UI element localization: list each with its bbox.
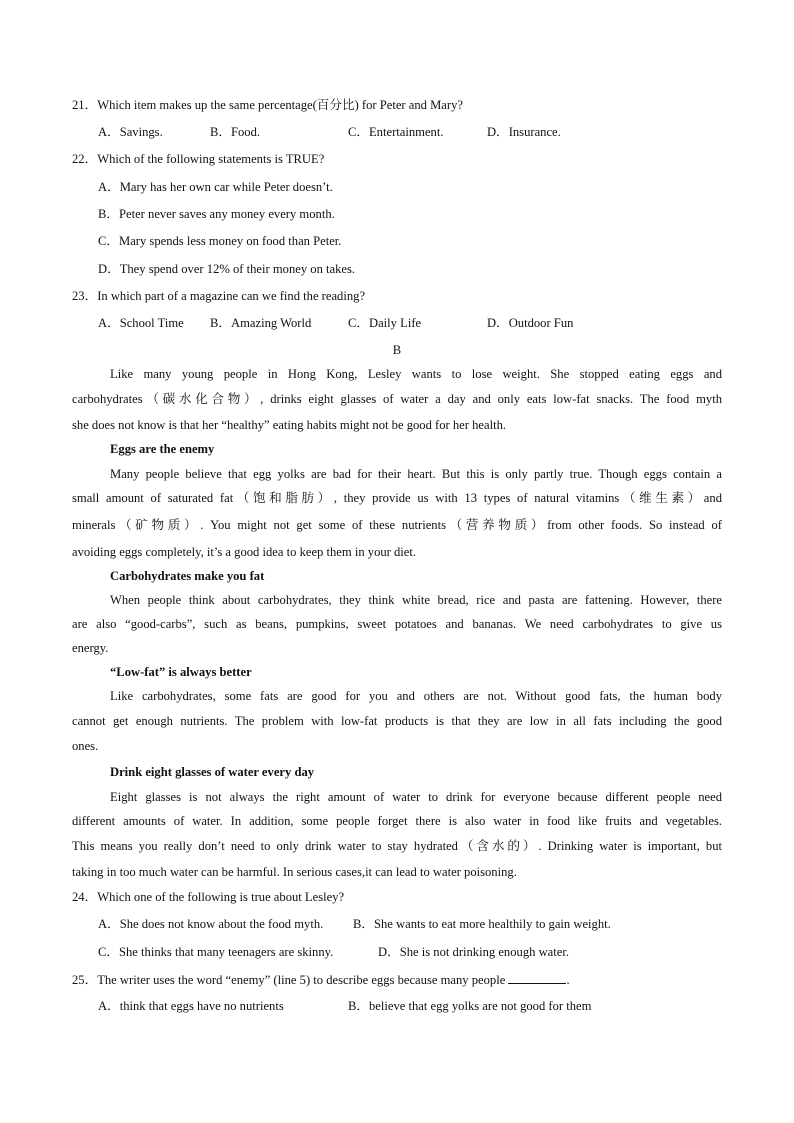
- question-23-option-b: B．Amazing World: [210, 316, 312, 330]
- question-25-options: [98, 998, 698, 1014]
- passage-p4-line-1: Eight glasses is not always the right amount of water to drink for everyone because different people need: [110, 790, 722, 804]
- question-21-stem: 21．Which item makes up the same percentage(百分比) for Peter and Mary?: [72, 98, 463, 112]
- question-24-options-row-2: [98, 944, 698, 960]
- question-21-option-a: A．Savings.: [98, 125, 163, 139]
- question-22-option-a: A．Mary has her own car while Peter doesn’t.: [98, 180, 333, 194]
- question-25-stem: [72, 971, 570, 988]
- question-21-options: [98, 124, 698, 140]
- question-25-stem-end: .: [566, 973, 570, 987]
- question-21-option-b: B．Food.: [210, 125, 261, 139]
- question-25-option-b: B．believe that egg yolks are not good for them: [348, 999, 592, 1013]
- passage-intro-line-3: she does not know is that her “healthy” eating habits might not be good for her health.: [72, 418, 507, 432]
- passage-p1-line-1: Many people believe that egg yolks are bad for their heart. But this is only partly true. Though eggs contain a: [110, 467, 722, 481]
- passage-p4-line-4: taking in too much water can be harmful. In serious cases,it can lead to water poisoning.: [72, 865, 517, 879]
- passage-heading-eggs: Eggs are the enemy: [110, 442, 215, 456]
- question-24-stem: 24．Which one of the following is true about Lesley?: [72, 890, 345, 904]
- passage-intro-line-2: carbohydrates（碳水化合物）, drinks eight glasses of water a day and only eats low-fat snacks. The food myth: [72, 392, 722, 406]
- passage-p4-line-3: This means you really don’t need to only drink water to stay hydrated（含水的）. Drinking water is important, but: [72, 839, 722, 853]
- question-21-option-d: D．Insurance.: [487, 125, 561, 139]
- question-24-options-row-1: [98, 916, 698, 932]
- question-22-stem: 22．Which of the following statements is TRUE?: [72, 152, 325, 166]
- answer-blank[interactable]: [508, 971, 566, 984]
- question-23-option-c: C．Daily Life: [348, 316, 422, 330]
- passage-heading-carbohydrates: Carbohydrates make you fat: [110, 569, 265, 583]
- passage-p2-line-3: energy.: [72, 641, 109, 655]
- question-25-option-a: A．think that eggs have no nutrients: [98, 999, 284, 1013]
- question-23-option-d: D．Outdoor Fun: [487, 316, 574, 330]
- passage-p4-line-2: different amounts of water. In addition, some people forget there is also water in food like fruits and vegetables.: [72, 814, 722, 828]
- passage-intro-line-1: Like many young people in Hong Kong, Lesley wants to lose weight. She stopped eating eggs and: [110, 367, 722, 381]
- question-23-options: [98, 315, 698, 331]
- question-24-option-b: B．She wants to eat more healthily to gain weight.: [353, 917, 611, 931]
- question-24-option-a: A．She does not know about the food myth.: [98, 917, 324, 931]
- passage-p2-line-1: When people think about carbohydrates, they think white bread, rice and pasta are fattening. However, there: [110, 593, 722, 607]
- question-25-stem-text: 25．The writer uses the word “enemy” (line 5) to describe eggs because many people: [72, 973, 506, 987]
- passage-p3-line-1: Like carbohydrates, some fats are good for you and others are not. Without good fats, the human body: [110, 689, 722, 703]
- question-24-option-d: D．She is not drinking enough water.: [378, 945, 569, 959]
- question-21-option-c: C．Entertainment.: [348, 125, 444, 139]
- question-22-option-b: B．Peter never saves any money every month.: [98, 207, 335, 221]
- passage-heading-water: Drink eight glasses of water every day: [110, 765, 315, 779]
- section-label: B: [392, 343, 402, 357]
- question-22-option-d: D．They spend over 12% of their money on takes.: [98, 262, 356, 276]
- question-23-option-a: A．School Time: [98, 316, 184, 330]
- passage-p3-line-2: cannot get enough nutrients. The problem with low-fat products is that they are low in all fats including the good: [72, 714, 722, 728]
- passage-p1-line-3: minerals（矿物质）. You might not get some of these nutrients（营养物质）from other foods. So instead of: [72, 518, 722, 532]
- passage-p1-line-4: avoiding eggs completely, it’s a good idea to keep them in your diet.: [72, 545, 417, 559]
- question-22-option-c: C．Mary spends less money on food than Peter.: [98, 234, 342, 248]
- passage-p1-line-2: small amount of saturated fat（饱和脂肪）, they provide us with 13 types of natural vitamins（维生素）and: [72, 491, 722, 505]
- passage-p2-line-2: are also “good-carbs”, such as beans, pumpkins, sweet potatoes and bananas. We need carbohydrates to give us: [72, 617, 722, 631]
- passage-heading-low-fat: “Low-fat” is always better: [110, 665, 252, 679]
- question-24-option-c: C．She thinks that many teenagers are skinny.: [98, 945, 334, 959]
- question-23-stem: 23．In which part of a magazine can we find the reading?: [72, 289, 366, 303]
- passage-p3-line-3: ones.: [72, 739, 99, 753]
